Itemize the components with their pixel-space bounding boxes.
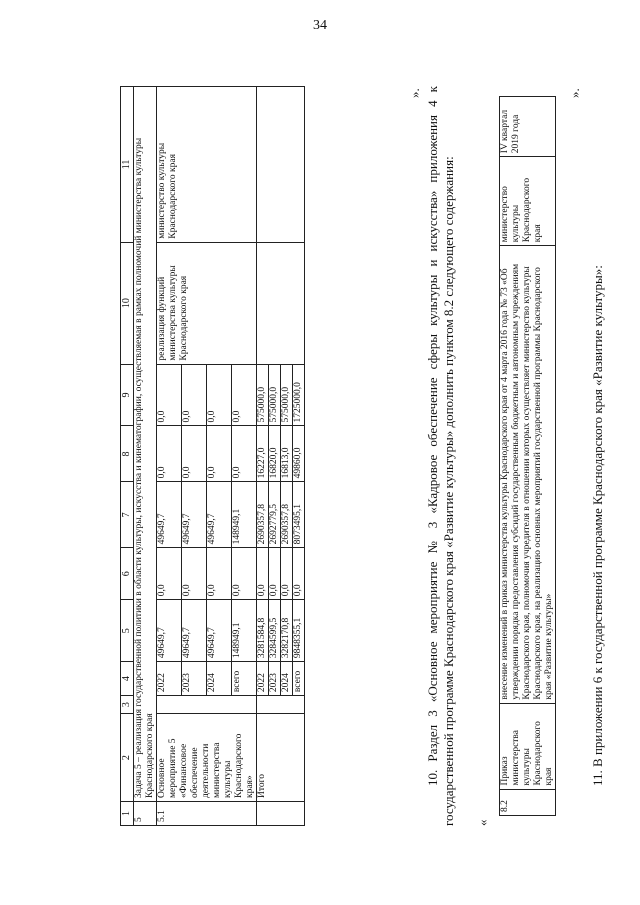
col-header: 2 <box>121 714 134 802</box>
value-cell: 0,0 <box>182 548 207 600</box>
value-cell: 16813,0 <box>281 426 293 482</box>
value-cell: 49649,7 <box>207 600 232 662</box>
table-row <box>257 87 269 826</box>
empty-cell <box>257 87 305 243</box>
closing-quote: ». <box>567 88 582 98</box>
value-cell: 0,0 <box>232 426 257 482</box>
task-number: 5 <box>134 802 157 826</box>
value-cell: 575000,0 <box>281 364 293 426</box>
value-cell: 0,0 <box>293 548 305 600</box>
value-cell: 575000,0 <box>257 364 269 426</box>
item-name: Приказ министерства культуры Краснодарского края <box>500 703 556 789</box>
value-cell: 0,0 <box>207 426 232 482</box>
col-header: 3 <box>121 696 134 714</box>
value-cell: 0,0 <box>232 548 257 600</box>
task-text: Задача 5 – реализация государственной политики в области культуры, искусства и кинематографии, осуществляемая в рамках полномочий министерства культуры Краснодарского края <box>134 87 157 802</box>
closing-quote: ». <box>407 88 422 98</box>
value-cell: 575000,0 <box>269 364 281 426</box>
value-cell: 49649,7 <box>157 600 182 662</box>
col-header: 7 <box>121 482 134 548</box>
value-cell: 16227,0 <box>257 426 269 482</box>
value-cell: 3284599,5 <box>269 600 281 662</box>
value-cell: 0,0 <box>157 426 182 482</box>
item-number: 8.2 <box>500 789 556 815</box>
event-result: реализация функций министерства культуры Краснодарского края <box>157 242 257 364</box>
event-executor: министерство культуры Краснодарского края <box>157 87 257 243</box>
event-number: 5.1 <box>157 802 257 826</box>
year-cell: 2022 <box>257 662 269 696</box>
item-executor: министерство культуры Краснодарского края <box>500 157 556 246</box>
col-header: 4 <box>121 662 134 696</box>
year-cell: 2023 <box>269 662 281 696</box>
opening-quote: « <box>475 819 490 826</box>
value-cell: 148949,1 <box>232 600 257 662</box>
value-cell: 49649,7 <box>182 482 207 548</box>
value-cell: 49649,7 <box>157 482 182 548</box>
value-cell: 9848355,1 <box>293 600 305 662</box>
item-content: внесение изменений в приказ министерства культуры Краснодарского края от 4 марта 2016 года № 73 «Об утверждении порядка предоставления субсидий государственным бюджетным и автономным учреждениям Краснодарского края, полномочия учредителя в отношении которых осуществляет министерство культуры Краснодарского края, на реализацию основных мероприятий государственной программы Краснодарского края «Развитие культуры» <box>500 246 556 703</box>
value-cell: 2692779,5 <box>269 482 281 548</box>
col-header: 6 <box>121 548 134 600</box>
item-term: IV квартал 2019 года <box>500 97 556 157</box>
value-cell: 3281584,8 <box>257 600 269 662</box>
amendment-table <box>499 96 556 816</box>
table-row <box>157 87 182 826</box>
event-name: Основное мероприятие 5 «Финансовое обеспечение деятельности министерства культуры Краснодарского края» <box>157 714 257 802</box>
total-label: Итого <box>257 714 305 802</box>
page-number: 34 <box>313 18 327 33</box>
year-cell: всего <box>232 662 257 696</box>
value-cell: 49649,7 <box>207 482 232 548</box>
value-cell: 49860,0 <box>293 426 305 482</box>
value-cell: 3282170,8 <box>281 600 293 662</box>
empty-cell <box>257 802 305 826</box>
task-row <box>134 87 157 826</box>
value-cell: 0,0 <box>207 548 232 600</box>
value-cell: 148949,1 <box>232 482 257 548</box>
empty-cell <box>257 696 305 714</box>
value-cell: 1725000,0 <box>293 364 305 426</box>
value-cell: 0,0 <box>281 548 293 600</box>
value-cell: 8073495,1 <box>293 482 305 548</box>
year-cell: 2023 <box>182 662 207 696</box>
rotated-content <box>120 66 630 856</box>
empty-cell <box>257 242 305 364</box>
col-header: 5 <box>121 600 134 662</box>
table-header-row <box>121 87 134 826</box>
value-cell: 2690357,8 <box>257 482 269 548</box>
value-cell: 16820,0 <box>269 426 281 482</box>
value-cell: 0,0 <box>257 548 269 600</box>
value-cell: 0,0 <box>182 364 207 426</box>
value-cell: 0,0 <box>232 364 257 426</box>
value-cell: 0,0 <box>207 364 232 426</box>
year-cell: всего <box>293 662 305 696</box>
year-cell: 2024 <box>281 662 293 696</box>
col-header: 9 <box>121 364 134 426</box>
col-header: 10 <box>121 242 134 364</box>
year-cell: 2022 <box>157 662 182 696</box>
paragraph-11: 11. В приложении 6 к государственной программе Краснодарского края «Развитие культуры»: <box>590 265 605 786</box>
year-cell: 2024 <box>207 662 232 696</box>
value-cell: 0,0 <box>269 548 281 600</box>
value-cell: 2690357,8 <box>281 482 293 548</box>
table-row <box>500 97 556 816</box>
financing-table <box>120 86 305 826</box>
value-cell: 0,0 <box>182 426 207 482</box>
col-header: 8 <box>121 426 134 482</box>
paragraph-10: 10. Раздел 3 «Основное мероприятие № 3 «Кадровое обеспечение сферы культуры и искусства» приложения 4 к государственной программе Краснодарского края «Развитие культуры» дополнить пунктом 8.2 следующего содержания: <box>425 86 456 826</box>
value-cell: 0,0 <box>157 548 182 600</box>
empty-cell <box>157 696 257 714</box>
col-header: 11 <box>121 87 134 243</box>
value-cell: 0,0 <box>157 364 182 426</box>
value-cell: 49649,7 <box>182 600 207 662</box>
col-header: 1 <box>121 802 134 826</box>
